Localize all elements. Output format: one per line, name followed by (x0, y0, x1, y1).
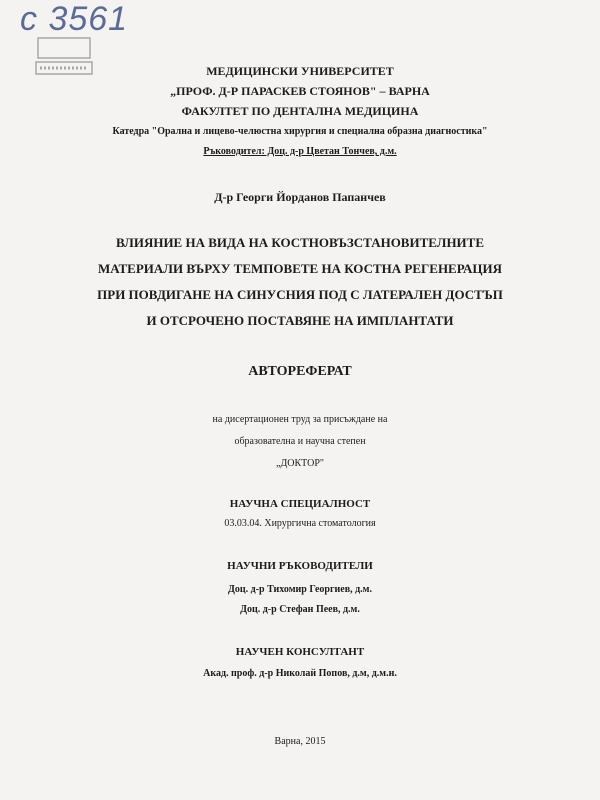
title-line: ПРИ ПОВДИГАНЕ НА СИНУСНИЯ ПОД С ЛАТЕРАЛЕН ДОСТЪП (97, 287, 503, 302)
supervisor-name: Доц. д-р Стефан Пеев, д.м. (240, 604, 360, 615)
inventory-stamp: с 3561 (20, 0, 129, 38)
purpose-line: на дисертационен труд за присъждане на (212, 414, 388, 425)
faculty-line: ФАКУЛТЕТ ПО ДЕНТАЛНА МЕДИЦИНА (181, 104, 419, 118)
dissertation-title (0, 230, 600, 334)
specialty-value: 03.03.04. Хирургична стоматология (224, 518, 376, 529)
supervisor-name: Доц. д-р Тихомир Георгиев, д.м. (228, 584, 372, 595)
consultant-name: Акад. проф. д-р Николай Попов, д.м, д.м.н. (203, 668, 397, 679)
university-line: МЕДИЦИНСКИ УНИВЕРСИТЕТ (206, 64, 394, 78)
author-name: Д-р Георги Йорданов Папанчев (214, 190, 386, 204)
specialty-heading: НАУЧНА СПЕЦИАЛНОСТ (229, 498, 371, 510)
title-line: ВЛИЯНИЕ НА ВИДА НА КОСТНОВЪЗСТАНОВИТЕЛНИТЕ (115, 235, 485, 250)
place-year: Варна, 2015 (274, 736, 326, 747)
purpose-line: „ДОКТОР" (276, 458, 324, 469)
title-line: И ОТСРОЧЕНО ПОСТАВЯНЕ НА ИМПЛАНТАТИ (146, 313, 454, 328)
supervisors-heading: НАУЧНИ РЪКОВОДИТЕЛИ (227, 560, 373, 572)
title-line: МАТЕРИАЛИ ВЪРХУ ТЕМПОВЕТЕ НА КОСТНА РЕГЕНЕРАЦИЯ (97, 261, 502, 276)
department-line: Катедра "Орална и лицево-челюстна хирургия и специална образна диагностика" (112, 126, 488, 137)
consultant-heading: НАУЧЕН КОНСУЛТАНТ (235, 646, 365, 658)
purpose-line: образователна и научна степен (234, 436, 366, 447)
university-name-line: „ПРОФ. Д-Р ПАРАСКЕВ СТОЯНОВ" – ВАРНА (170, 84, 430, 98)
department-head-line: Ръководител: Доц. д-р Цветан Тончев, д.м. (203, 146, 397, 157)
document-type: АВТОРЕФЕРАТ (248, 364, 352, 379)
